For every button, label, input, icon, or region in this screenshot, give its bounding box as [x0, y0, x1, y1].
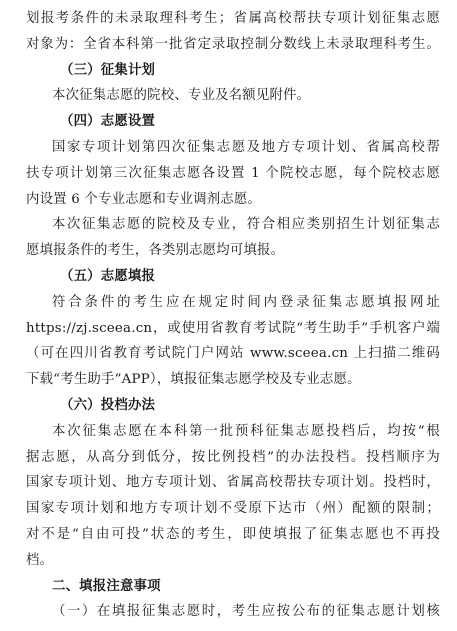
- paragraph-line: （可在四川省教育考试院门户网站 www.sceea.cn 上扫描二维码: [26, 346, 440, 362]
- paragraph-line: 对象为：全省本科第一批省定录取控制分数线上未录取理科考生。: [26, 36, 440, 52]
- paragraph-line: 国家专项计划和地方专项计划不受原下达市（州）配额的限制；: [26, 501, 440, 517]
- paragraph-line: https://zj.sceea.cn，或使用省教育考试院“考生助手”手机客户端: [26, 320, 440, 336]
- paragraph-line: （一）在填报征集志愿时，考生应按公布的征集志愿计划核: [52, 604, 440, 620]
- paragraph-line: 下载“考生助手”APP），填报征集志愿学校及专业志愿。: [26, 372, 361, 388]
- paragraph-line: 愿填报条件的考生，各类别志愿均可填报。: [26, 243, 285, 259]
- paragraph-line: 档。: [26, 552, 54, 568]
- subsection-heading: （四）志愿设置: [60, 114, 156, 130]
- paragraph-line: 划报考条件的未录取理科考生；省属高校帮扶专项计划征集志愿: [26, 11, 440, 26]
- paragraph-line: 国家专项计划、地方专项计划、省属高校帮扶专项计划。投档时，: [26, 475, 440, 491]
- paragraph-line: 本次征集志愿的院校、专业及名额见附件。: [52, 88, 311, 104]
- subsection-heading: （六）投档办法: [60, 398, 156, 413]
- paragraph-line: 国家专项计划第四次征集志愿及地方专项计划、省属高校帮: [52, 140, 440, 155]
- paragraph-line: 符合条件的考生应在规定时间内登录征集志愿填报网址: [52, 294, 440, 310]
- subsection-heading: （五）志愿填报: [60, 269, 156, 284]
- section-heading: 二、填报注意事项: [52, 578, 161, 594]
- paragraph-line: 内设置 6 个专业志愿和专业调剂志愿。: [26, 191, 262, 207]
- paragraph-line: 据志愿，从高分到低分，按比例投档”的办法投档。投档顺序为: [26, 449, 440, 465]
- paragraph-line: 对不是“自由可投”状态的考生，即使填报了征集志愿也不再投: [26, 527, 440, 542]
- paragraph-line: 本次征集志愿在本科第一批预科征集志愿投档后，均按“根: [52, 423, 440, 439]
- paragraph-line: 本次征集志愿的院校及专业，符合相应类别招生计划征集志: [52, 217, 440, 233]
- paragraph-line: 扶专项计划第三次征集志愿各设置 1 个院校志愿，每个院校志愿: [26, 165, 440, 181]
- subsection-heading: （三）征集计划: [60, 62, 156, 78]
